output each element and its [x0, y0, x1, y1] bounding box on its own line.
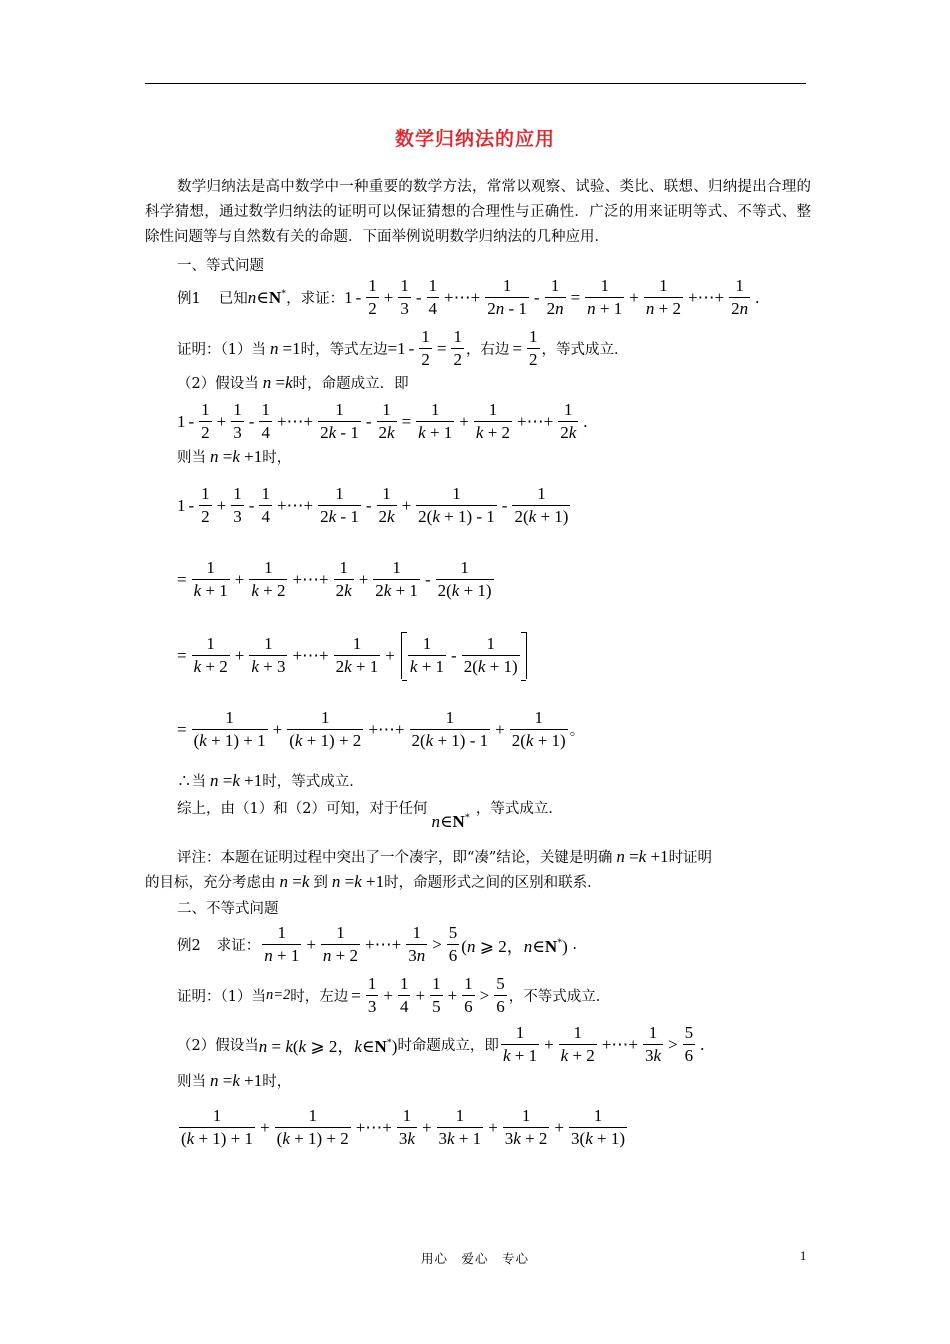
- page-number: 1: [800, 1249, 807, 1263]
- example-2-prove: 求证：: [216, 938, 261, 954]
- remark-line-1: 评注：本题在证明过程中突出了一个凑字，即“凑”结论，关键是明确 n = k +1 时证明: [177, 846, 713, 866]
- remark-b: 时证明: [668, 850, 713, 866]
- example-1-prove: ，求证：: [286, 291, 345, 307]
- example-2-induction-line: $\frac{1}{(k + 1) + 1}$ + $\frac{1}{(k + 1) + 2}$ +⋯+ $\frac{1}{3k}$ + $\frac{1}{3k + 1}$ + $\frac{1}{3k + 2}$ + $\frac{1}{3(k + 1)}$: [181, 1106, 625, 1148]
- then-when: 则当: [177, 450, 206, 466]
- remark-a: 评注：本题在证明过程中突出了一个凑字，即“凑”结论，关键是明确: [177, 850, 613, 866]
- summary-a: 综上，由（1）和（2）可知，对于任何: [177, 801, 428, 817]
- footer-slogan: 用心 爱心 专心: [420, 1251, 529, 1266]
- example-2-label: 例2: [177, 938, 201, 954]
- example-2-step-2: （2）假设当 n = k(k ⩾ 2，k∈N*) 时命题成立，即 $\frac{1}{k + 1}$ + $\frac{1}{k + 2}$ +⋯+ $\frac{1}{3k}$ > $\frac{5}{6}$ .: [177, 1023, 705, 1065]
- induction-line-2: = $\frac{1}{k + 1}$ + $\frac{1}{k + 2}$ +⋯+ $\frac{1}{2k}$ + $\frac{1}{2k + 1}$ - $\frac{1}{2(k + 1)}$: [177, 558, 492, 600]
- example-2-proof-c: ，不等式成立．: [508, 989, 611, 1005]
- example-2-step-2-b: 时命题成立，即: [397, 1038, 499, 1054]
- hypothesis-equation: 1 - $\frac{1}{2}$ + $\frac{1}{3}$ - $\frac{1}{4}$ +⋯+ $\frac{1}{2k - 1}$ - $\frac{1}{2k}$ = $\frac{1}{k + 1}$ + $\frac{1}{k + 2}$ +⋯+ $\frac{1}{2k}$ .: [177, 400, 588, 442]
- induction-line-3: = $\frac{1}{k + 2}$ + $\frac{1}{k + 3}$ +⋯+ $\frac{1}{2k + 1}$ + $\frac{1}{k + 1}$ - $\frac{1}{2(k + 1)}$: [177, 632, 530, 679]
- induction-line-4: = $\frac{1}{(k + 1) + 1}$ + $\frac{1}{(k + 1) + 2}$ +⋯+ $\frac{1}{2(k + 1) - 1}$ + $\frac{1}{2(k + 1)}$ 。: [177, 708, 585, 750]
- proof-step-1: 证明：（1）当 n =1 时，等式左边 =1 - $\frac{1}{2}$ = $\frac{1}{2}$ ，右边 = $\frac{1}{2}$ ，等式成立．: [177, 327, 629, 369]
- section-heading-inequalities: [177, 897, 279, 918]
- remark-line-2: 的目标，充分考虑由 n = k 到 n = k +1 时，命题形式之间的区别和联系．: [145, 871, 602, 891]
- then-when-line: 则当 n = k +1 时，: [177, 446, 292, 466]
- example-1-known: 已知: [218, 291, 248, 307]
- example-2-then-shi: 时，: [262, 1074, 292, 1090]
- proof-label: 证明：（1）当: [177, 342, 266, 358]
- proof-step-1-mid: 时，等式左边: [300, 342, 388, 358]
- summary-b: ，等式成立．: [475, 801, 563, 817]
- then-shi: 时，: [262, 450, 292, 466]
- example-2-step-1: 证明：（1）当 n=2 时，左边 = $\frac{1}{3}$ + $\frac{1}{4}$ + $\frac{1}{5}$ + $\frac{1}{6}$ > $\frac{5}{6}$ ，不等式成立．: [177, 974, 611, 1016]
- step-2-a: （2）假设当: [177, 376, 259, 392]
- step-2-b: 时，命题成立．即: [292, 376, 409, 392]
- header-rule: [145, 83, 806, 84]
- example-2-n2: n=2: [265, 987, 291, 1003]
- therefore-line: ∴当 n = k +1 时，等式成立．: [177, 770, 364, 790]
- example-2-proof-a: 证明：（1）当: [177, 989, 266, 1005]
- example-2: 例2 求证： $\frac{1}{n + 1}$ + $\frac{1}{n + 2}$ +⋯+ $\frac{1}{3n}$ > $\frac{5}{6}$ (n ⩾ 2，n∈N*) .: [177, 923, 577, 965]
- example-2-then-when: 则当 n = k +1 时，: [177, 1070, 292, 1090]
- proof-step-1-right: ，右边: [465, 342, 510, 358]
- example-2-proof-b: 时，左边: [290, 989, 349, 1005]
- example-1-label: 例1: [177, 291, 201, 307]
- remark-c: 的目标，充分考虑由: [145, 875, 276, 891]
- therefore-end: 时，等式成立．: [262, 774, 364, 790]
- example-1: 例1 已知 n ∈N* ，求证： 1 - $\frac{1}{2}$ + $\frac{1}{3}$ - $\frac{1}{4}$ +⋯+ $\frac{1}{2n - 1}$ - $\frac{1}{2n}$ = $\frac{1}{n + 1}$ + $\frac{1}{n + 2}$ +⋯+ $\frac{1}{2n}$ .: [177, 276, 760, 318]
- remark-e: 时，命题形式之间的区别和联系．: [384, 875, 602, 891]
- intro-paragraph: 数学归纳法是高中数学中一种重要的数学方法，常常以观察、试验、类比、联想、归纳提出合理的科学猜想，通过数学归纳法的证明可以保证猜想的合理性与正确性．广泛的用来证明等式、不等式、整除性问题等与自然数有关的命题．下面举例说明数学归纳法的几种应用．: [145, 179, 811, 245]
- section-heading-equations: [177, 254, 264, 275]
- therefore-label: ∴当: [177, 774, 206, 790]
- section-1-label: 一、等式问题: [177, 258, 264, 274]
- proof-step-1-end: ，等式成立．: [541, 342, 629, 358]
- page-title: 数学归纳法的应用: [394, 128, 555, 150]
- example-2-step-2-a: （2）假设当: [177, 1038, 259, 1054]
- proof-step-2-intro: （2）假设当 n = k 时，命题成立．即: [177, 372, 409, 392]
- induction-line-1: 1 - $\frac{1}{2}$ + $\frac{1}{3}$ - $\frac{1}{4}$ +⋯+ $\frac{1}{2k - 1}$ - $\frac{1}{2k}$ + $\frac{1}{2(k + 1) - 1}$ - $\frac{1}{2(k + 1)}$: [177, 484, 569, 526]
- summary-line: 综上，由（1）和（2）可知，对于任何 n∈N* ，等式成立．: [177, 797, 563, 818]
- section-2-label: 二、不等式问题: [177, 901, 279, 917]
- remark-d: 到: [313, 875, 328, 891]
- example-2-then-when-label: 则当: [177, 1074, 206, 1090]
